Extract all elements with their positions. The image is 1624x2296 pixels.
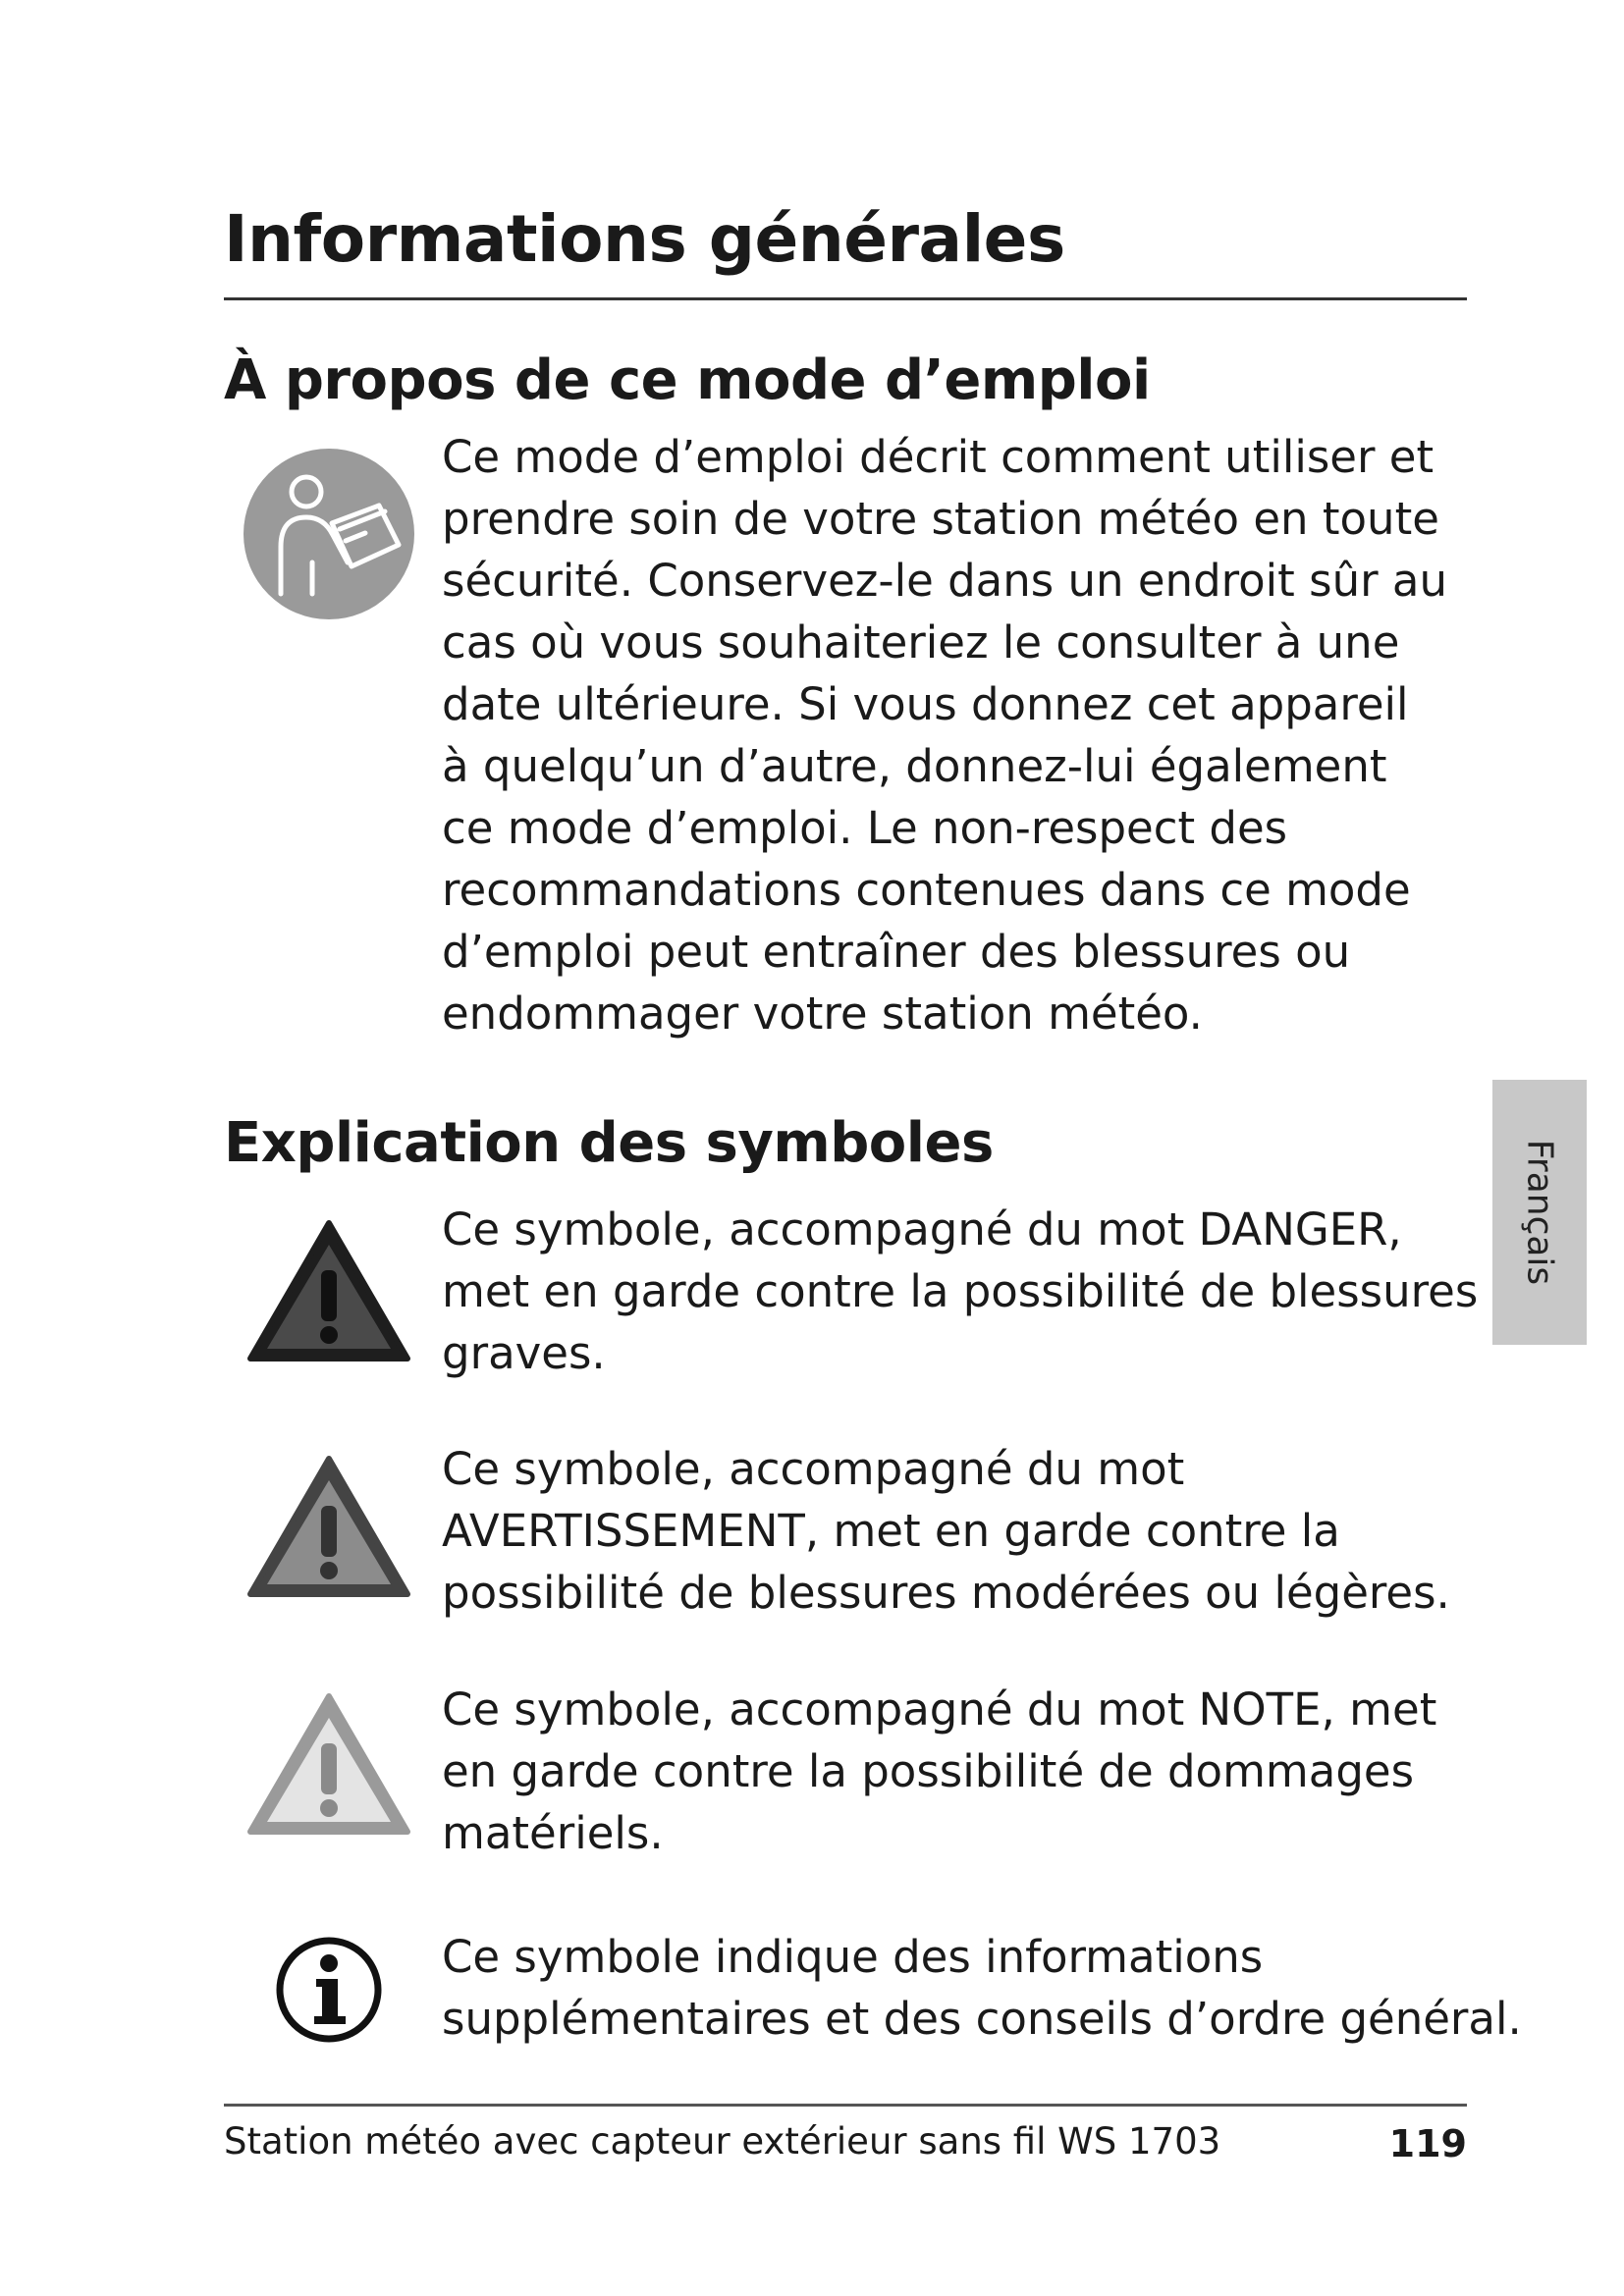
page-title: Informations générales <box>224 201 1065 277</box>
text-line: graves. <box>442 1327 606 1379</box>
text-line: Ce symbole, accompagné du mot DANGER, <box>442 1203 1402 1255</box>
avertissement-warning-triangle-icon <box>245 1453 412 1600</box>
section-heading-symbols: Explication des symboles <box>224 1111 994 1175</box>
text-line: Ce mode d’emploi décrit comment utiliser et <box>442 431 1435 483</box>
info-description <box>442 1926 1522 2050</box>
info-icon <box>275 1936 383 2044</box>
text-line: date ultérieure. Si vous donnez cet appareil <box>442 678 1409 730</box>
text-line: ce mode d’emploi. Le non-respect des <box>442 802 1288 854</box>
text-line: Ce symbole, accompagné du mot <box>442 1443 1185 1495</box>
note-warning-triangle-icon <box>245 1690 412 1838</box>
text-line: AVERTISSEMENT, met en garde contre la <box>442 1505 1340 1557</box>
footer-divider <box>224 2104 1467 2107</box>
read-manual-icon <box>242 447 416 621</box>
text-line: possibilité de blessures modérées ou légères. <box>442 1567 1450 1619</box>
footer-product-name: Station météo avec capteur extérieur sans fil WS 1703 <box>224 2120 1221 2163</box>
text-line: supplémentaires et des conseils d’ordre général. <box>442 1993 1522 2045</box>
text-line: Ce symbole, accompagné du mot NOTE, met <box>442 1683 1437 1735</box>
text-line: en garde contre la possibilité de dommages <box>442 1745 1415 1797</box>
section-heading-manual: À propos de ce mode d’emploi <box>224 348 1151 412</box>
text-line: matériels. <box>442 1807 664 1859</box>
text-line: sécurité. Conservez-le dans un endroit sûr au <box>442 555 1447 607</box>
manual-paragraph <box>442 426 1447 1044</box>
text-line: met en garde contre la possibilité de blessures <box>442 1265 1479 1317</box>
text-line: d’emploi peut entraîner des blessures ou <box>442 926 1351 978</box>
language-tab-label: Français <box>1519 1139 1560 1286</box>
text-line: recommandations contenues dans ce mode <box>442 864 1411 916</box>
text-line: endommager votre station météo. <box>442 988 1203 1040</box>
text-line: à quelqu’un d’autre, donnez-lui également <box>442 740 1387 792</box>
text-line: Ce symbole indique des informations <box>442 1931 1264 1983</box>
text-line: cas où vous souhaiteriez le consulter à une <box>442 616 1400 668</box>
page-number: 119 <box>1388 2122 1467 2165</box>
danger-description <box>442 1199 1478 1384</box>
text-line: prendre soin de votre station météo en toute <box>442 493 1439 545</box>
title-divider <box>224 297 1467 300</box>
danger-warning-triangle-icon <box>245 1217 412 1364</box>
avertissement-description <box>442 1438 1450 1624</box>
note-description <box>442 1679 1436 1864</box>
